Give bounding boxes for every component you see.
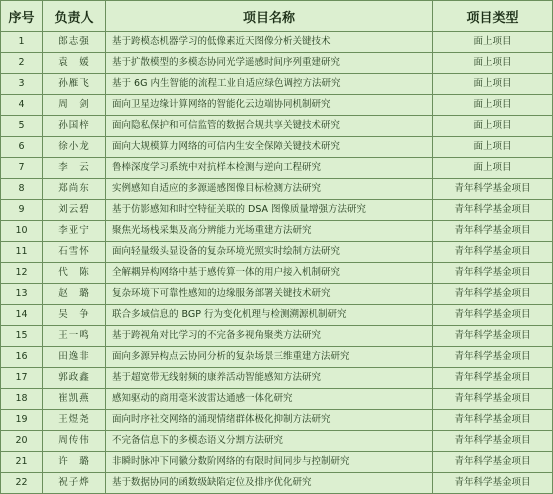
row-owner: 周传伟	[43, 431, 106, 452]
row-owner: 田逸非	[43, 347, 106, 368]
row-project-name: 基于跨视角对比学习的不完备多视角聚类方法研究	[106, 326, 433, 347]
row-project-type: 青年科学基金项目	[433, 410, 553, 431]
row-index: 3	[1, 74, 43, 95]
header-project-type: 项目类型	[433, 1, 553, 32]
row-owner: 石雪怀	[43, 242, 106, 263]
table-row	[1, 158, 553, 179]
row-project-type: 青年科学基金项目	[433, 200, 553, 221]
row-index: 16	[1, 347, 43, 368]
row-index: 6	[1, 137, 43, 158]
row-project-type: 面上项目	[433, 116, 553, 137]
row-project-type: 青年科学基金项目	[433, 284, 553, 305]
table-row	[1, 95, 553, 116]
row-project-type: 面上项目	[433, 158, 553, 179]
table-row	[1, 32, 553, 53]
row-project-name: 基于仿影感知和时空特征关联的 DSA 图像质量增强方法研究	[106, 200, 433, 221]
row-project-type: 面上项目	[433, 74, 553, 95]
table-row	[1, 242, 553, 263]
row-owner: 李亚宁	[43, 221, 106, 242]
row-index: 7	[1, 158, 43, 179]
header-owner: 负责人	[43, 1, 106, 32]
row-project-type: 面上项目	[433, 137, 553, 158]
row-owner: 郎志强	[43, 32, 106, 53]
row-project-name: 联合多域信息的 BGP 行为变化机理与检测溯源机制研究	[106, 305, 433, 326]
row-index: 10	[1, 221, 43, 242]
row-project-type: 青年科学基金项目	[433, 452, 553, 473]
row-owner: 吴 争	[43, 305, 106, 326]
row-project-name: 面向多源异构点云协同分析的复杂场景三维重建方法研究	[106, 347, 433, 368]
row-project-name: 非瞬时脉冲下同徽分数阶网络的有限时间同步与控制研究	[106, 452, 433, 473]
row-project-type: 面上项目	[433, 53, 553, 74]
row-project-name: 基于跨模态机器学习的低像素近天图像分析关键技术	[106, 32, 433, 53]
table-row	[1, 326, 553, 347]
row-project-name: 不完备信息下的多模态语义分割方法研究	[106, 431, 433, 452]
row-index: 13	[1, 284, 43, 305]
row-project-name: 复杂环境下可靠性感知的边缘服务部署关键技术研究	[106, 284, 433, 305]
table-header-row	[1, 1, 553, 32]
row-index: 8	[1, 179, 43, 200]
row-project-name: 实例感知自适应的多源遥感图像目标检测方法研究	[106, 179, 433, 200]
row-index: 20	[1, 431, 43, 452]
row-project-name: 基于超宽带无线射频的康养活动智能感知方法研究	[106, 368, 433, 389]
header-index: 序号	[1, 1, 43, 32]
row-project-name: 基于 6G 内生智能的流程工业自适应绿色调控方法研究	[106, 74, 433, 95]
table-row	[1, 410, 553, 431]
row-project-name: 面向隐私保护和可信监管的数据合规共享关键技术研究	[106, 116, 433, 137]
row-project-type: 青年科学基金项目	[433, 473, 553, 494]
row-index: 4	[1, 95, 43, 116]
row-owner: 孙国梓	[43, 116, 106, 137]
table-row	[1, 389, 553, 410]
row-owner: 李 云	[43, 158, 106, 179]
table-row	[1, 368, 553, 389]
row-index: 11	[1, 242, 43, 263]
row-project-type: 青年科学基金项目	[433, 263, 553, 284]
row-owner: 崔凯燕	[43, 389, 106, 410]
row-owner: 袁 媛	[43, 53, 106, 74]
row-project-name: 面向大规模算力网络的可信内生安全保障关键技术研究	[106, 137, 433, 158]
row-project-name: 聚焦光场栈采集及高分辨能力光场重建方法研究	[106, 221, 433, 242]
row-project-type: 青年科学基金项目	[433, 179, 553, 200]
table-row	[1, 53, 553, 74]
row-owner: 祝子烨	[43, 473, 106, 494]
row-project-type: 青年科学基金项目	[433, 389, 553, 410]
row-owner: 郭政鑫	[43, 368, 106, 389]
row-index: 17	[1, 368, 43, 389]
row-owner: 王煜尧	[43, 410, 106, 431]
row-project-name: 鲁棒深度学习系统中对抗样本检测与逆向工程研究	[106, 158, 433, 179]
row-owner: 郑尚东	[43, 179, 106, 200]
row-owner: 周 剑	[43, 95, 106, 116]
row-project-type: 青年科学基金项目	[433, 347, 553, 368]
table-body	[1, 32, 553, 494]
table-row	[1, 221, 553, 242]
table-row	[1, 284, 553, 305]
row-index: 18	[1, 389, 43, 410]
row-project-type: 面上项目	[433, 32, 553, 53]
row-project-name: 基于数据协同的函数级缺陷定位及排序优化研究	[106, 473, 433, 494]
table-row	[1, 305, 553, 326]
table-row	[1, 116, 553, 137]
row-index: 5	[1, 116, 43, 137]
row-project-name: 面向轻量级头显设备的复杂环境光照实时绘制方法研究	[106, 242, 433, 263]
table-row	[1, 347, 553, 368]
row-project-type: 青年科学基金项目	[433, 221, 553, 242]
row-index: 9	[1, 200, 43, 221]
row-owner: 代 陈	[43, 263, 106, 284]
row-index: 22	[1, 473, 43, 494]
table-row	[1, 473, 553, 494]
table-row	[1, 179, 553, 200]
table-row	[1, 200, 553, 221]
table-row	[1, 263, 553, 284]
row-index: 12	[1, 263, 43, 284]
row-project-name: 基于扩散模型的多模态协同光学遥感时间序列重建研究	[106, 53, 433, 74]
row-index: 1	[1, 32, 43, 53]
table-row	[1, 452, 553, 473]
table-row	[1, 137, 553, 158]
header-project-name: 项目名称	[106, 1, 433, 32]
row-owner: 刘云碧	[43, 200, 106, 221]
row-owner: 王一鸣	[43, 326, 106, 347]
row-owner: 徐小龙	[43, 137, 106, 158]
table-row	[1, 431, 553, 452]
row-owner: 赵 璐	[43, 284, 106, 305]
row-project-type: 青年科学基金项目	[433, 368, 553, 389]
row-project-name: 全解耦异构网络中基于感传算一体的用户接入机制研究	[106, 263, 433, 284]
row-index: 15	[1, 326, 43, 347]
row-index: 19	[1, 410, 43, 431]
row-project-name: 面向时序社交网络的涌现情绪群体极化抑制方法研究	[106, 410, 433, 431]
row-project-type: 青年科学基金项目	[433, 305, 553, 326]
row-project-type: 青年科学基金项目	[433, 242, 553, 263]
row-index: 21	[1, 452, 43, 473]
table-row	[1, 74, 553, 95]
row-project-name: 感知驱动的商用毫米波雷达通感一体化研究	[106, 389, 433, 410]
row-owner: 许 璐	[43, 452, 106, 473]
row-project-name: 面向卫星边缘计算网络的智能化云边端协同机制研究	[106, 95, 433, 116]
row-project-type: 青年科学基金项目	[433, 431, 553, 452]
row-project-type: 面上项目	[433, 95, 553, 116]
row-index: 14	[1, 305, 43, 326]
row-project-type: 青年科学基金项目	[433, 326, 553, 347]
row-owner: 孙雁飞	[43, 74, 106, 95]
row-index: 2	[1, 53, 43, 74]
